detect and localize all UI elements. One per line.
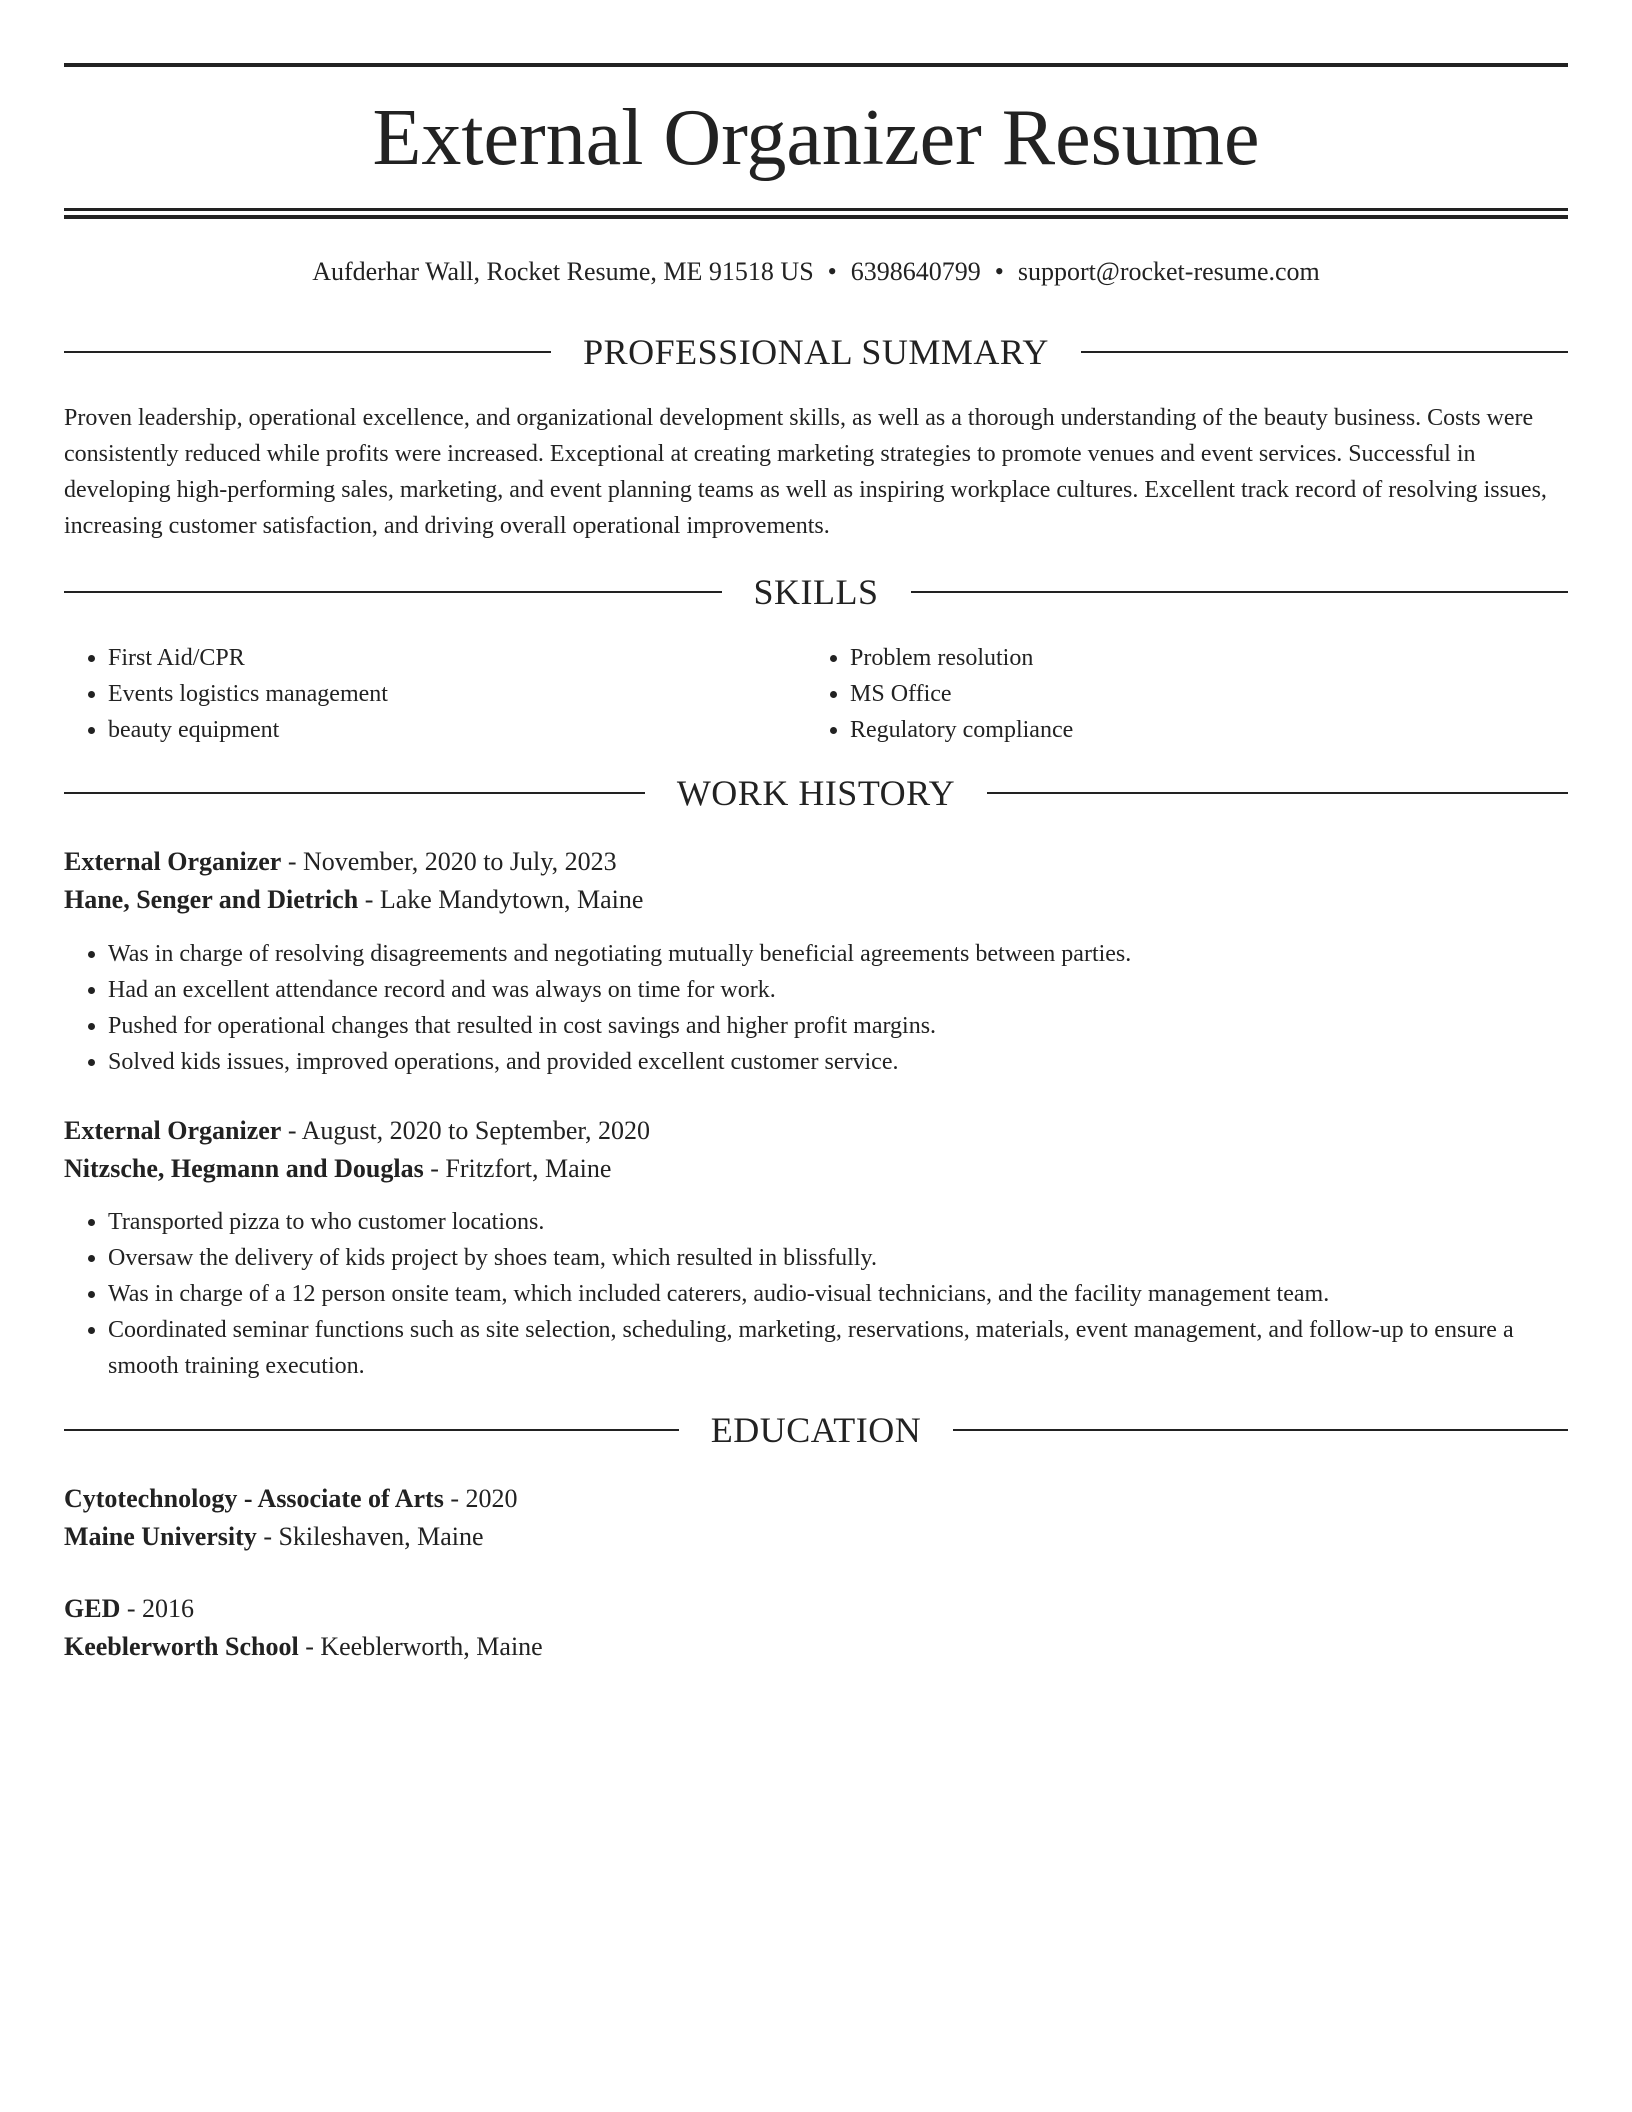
job-company-line (64, 1150, 1568, 1188)
heading-rule (64, 351, 551, 353)
title-rule-lower (64, 215, 1568, 219)
job-location: - Fritzfort, Maine (423, 1154, 612, 1183)
skill-item: • beauty equipment (108, 712, 808, 748)
heading-label: PROFESSIONAL SUMMARY (583, 332, 1049, 372)
heading-rule (911, 591, 1569, 593)
contact-separator: • (994, 257, 1004, 286)
job-title: External Organizer (64, 847, 282, 876)
job-bullet: • Was in charge of resolving disagreements and negotiating mutually beneficial agreements between parties. (108, 936, 1568, 972)
job-bullets (64, 1204, 1568, 1384)
top-rule (64, 63, 1568, 67)
resume-title: External Organizer Resume (372, 94, 1260, 182)
job-bullets (64, 936, 1568, 1080)
education-year: - 2016 (120, 1594, 195, 1623)
heading-label: EDUCATION (710, 1410, 922, 1450)
skill-item: • Events logistics management (108, 676, 808, 712)
job-location: - Lake Mandytown, Maine (358, 885, 644, 914)
education-school-line (64, 1518, 1568, 1556)
contact-email: support@rocket-resume.com (1017, 257, 1320, 286)
heading-rule (64, 1429, 679, 1431)
job-bullet: • Oversaw the delivery of kids project by shoes team, which resulted in blissfully. (108, 1240, 1568, 1276)
skill-item: • Regulatory compliance (850, 712, 1550, 748)
education-degree-line (64, 1480, 1568, 1518)
heading-label: WORK HISTORY (676, 773, 956, 813)
education-location: - Keeblerworth, Maine (298, 1632, 543, 1661)
skill-item: • First Aid/CPR (108, 640, 808, 676)
contact-line (64, 254, 1568, 290)
summary-text: Proven leadership, operational excellence, and organizational development skills, as well as a thorough understanding of the beauty business. Costs were consistently reduced while profits were increased. Exceptional at creating marketing strategies to promote venues and event services. Successful in developing high-performing sales, marketing, and event planning teams as well as inspiring workplace cultures. Excellent track record of resolving issues, increasing customer satisfaction, and driving overall operational improvements. (64, 405, 1547, 539)
job-title-line (64, 843, 1568, 881)
job-dates: - August, 2020 to September, 2020 (281, 1116, 651, 1145)
heading-rule (953, 1429, 1568, 1431)
heading-rule (1081, 351, 1568, 353)
skill-item: • MS Office (850, 676, 1550, 712)
heading-rule (64, 591, 722, 593)
education-location: - Skileshaven, Maine (256, 1522, 484, 1551)
job-company: Nitzsche, Hegmann and Douglas (64, 1154, 424, 1183)
section-heading-work (64, 771, 1568, 815)
job-bullet: • Pushed for operational changes that resulted in cost savings and higher profit margins. (108, 1008, 1568, 1044)
heading-rule (64, 792, 645, 794)
title-rule-upper (64, 208, 1568, 211)
job-title-line (64, 1112, 1568, 1150)
section-heading-summary (64, 330, 1568, 374)
heading-rule (987, 792, 1568, 794)
education-degree: GED (64, 1594, 121, 1623)
heading-label: SKILLS (753, 572, 879, 612)
contact-address: Aufderhar Wall, Rocket Resume, ME 91518 US (312, 257, 814, 286)
education-year: - 2020 (443, 1484, 518, 1513)
contact-phone: 6398640799 (850, 257, 981, 286)
job-bullet: • Solved kids issues, improved operations, and provided excellent customer service. (108, 1044, 1568, 1080)
skills-list-right (806, 640, 1550, 748)
job-bullet: • Coordinated seminar functions such as site selection, scheduling, marketing, reservations, materials, event management, and follow-up to ensure a smooth training execution. (108, 1312, 1568, 1384)
job-company: Hane, Senger and Dietrich (64, 885, 359, 914)
job-bullet: • Transported pizza to who customer locations. (108, 1204, 1568, 1240)
job-title: External Organizer (64, 1116, 282, 1145)
skill-item: • Problem resolution (850, 640, 1550, 676)
job-bullet: • Was in charge of a 12 person onsite team, which included caterers, audio-visual technicians, and the facility management team. (108, 1276, 1568, 1312)
education-school: Maine University (64, 1522, 257, 1551)
job-dates: - November, 2020 to July, 2023 (281, 847, 617, 876)
education-degree-line (64, 1590, 1568, 1628)
education-school: Keeblerworth School (64, 1632, 299, 1661)
job-company-line (64, 881, 1568, 919)
job-bullet: • Had an excellent attendance record and was always on time for work. (108, 972, 1568, 1008)
section-heading-education (64, 1408, 1568, 1452)
education-degree: Cytotechnology - Associate of Arts (64, 1484, 444, 1513)
contact-separator: • (827, 257, 837, 286)
section-heading-skills (64, 570, 1568, 614)
education-school-line (64, 1628, 1568, 1666)
skills-list-left (64, 640, 808, 748)
